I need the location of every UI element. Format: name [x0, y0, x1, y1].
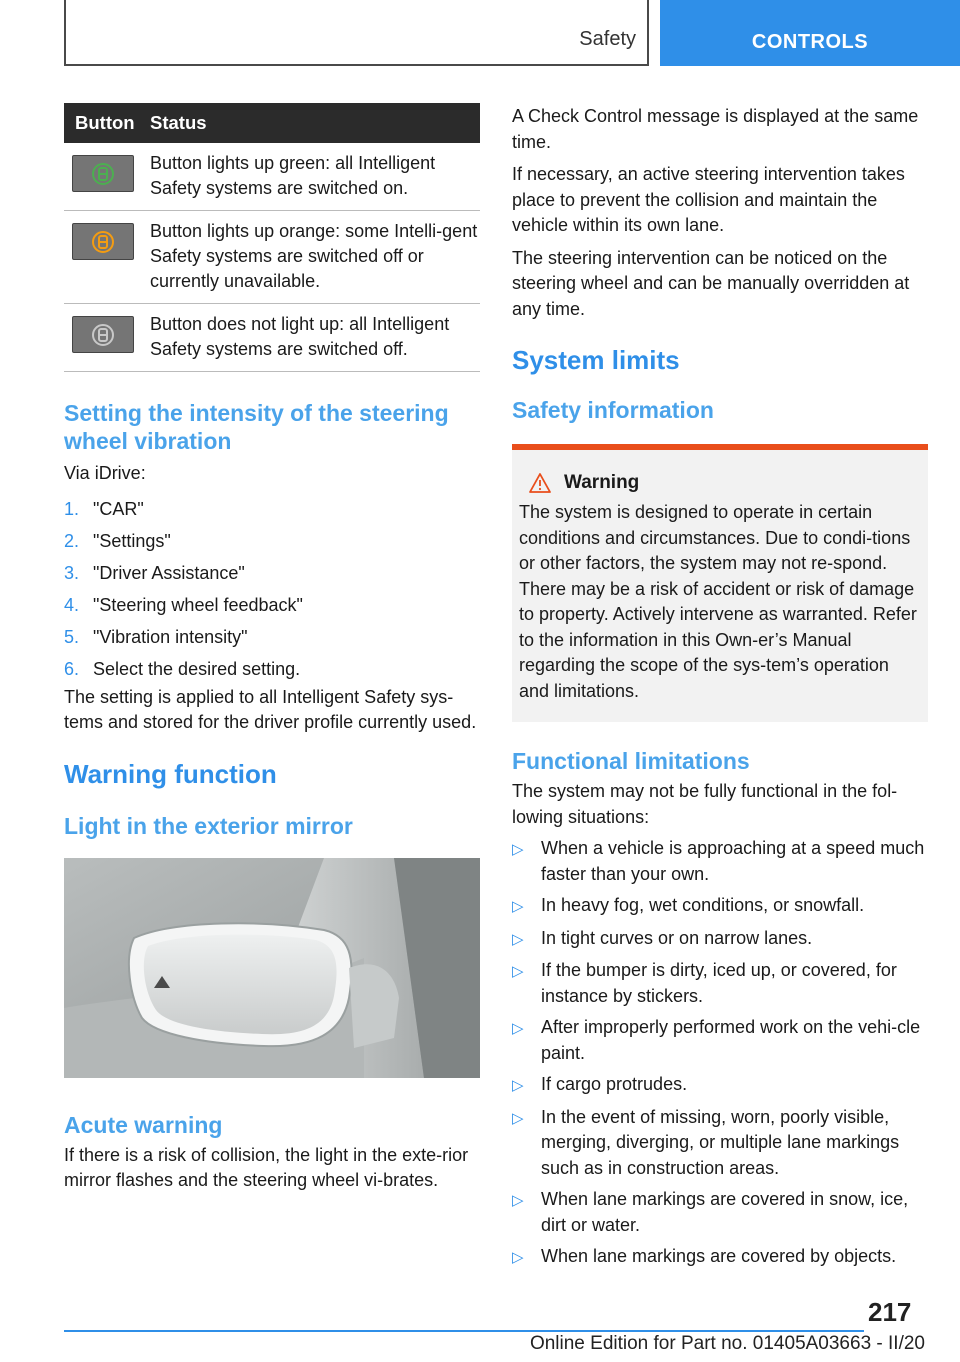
step-text: "Driver Assistance": [93, 562, 245, 583]
steering-noticed-text: The steering intervention can be noticed on the steering wheel and can be manually overridden at any time.: [512, 247, 910, 319]
page-number: 217: [868, 1297, 912, 1327]
acute-warning-heading: Acute warning: [64, 1111, 223, 1138]
warning-box: [512, 444, 928, 722]
table-row: [64, 211, 480, 304]
list-item: ▷ In tight curves or on narrow lanes.: [512, 926, 928, 953]
step-text: Select the desired setting.: [93, 658, 301, 679]
list-item: 3. "Driver Assistance": [64, 561, 480, 586]
table-header-status: Status: [142, 103, 480, 143]
list-item: ▷ After improperly performed work on the vehi‐cle paint.: [512, 1015, 928, 1066]
bullet-triangle-icon: ▷: [512, 1109, 524, 1127]
list-item: ▷ When a vehicle is approaching at a speed much faster than your own.: [512, 836, 928, 887]
header-chapter-tab[interactable]: CONTROLS: [660, 0, 960, 66]
table-cell-status: Button lights up orange: some Intelli‐gent Safety systems are switched off or currently unavailable.: [142, 211, 480, 304]
list-item: 1. "CAR": [64, 497, 480, 522]
list-item: 4. "Steering wheel feedback": [64, 593, 480, 618]
warning-title-label: Warning: [564, 472, 640, 493]
intelligent-safety-button-orange-icon: [72, 223, 134, 260]
list-item: ▷ If the bumper is dirty, iced up, or covered, for instance by stickers.: [512, 958, 928, 1009]
footer-edition-text: Online Edition for Part no. 01405A03663 - II/20: [529, 1333, 925, 1354]
table-row: [64, 143, 480, 211]
check-control-text: A Check Control message is displayed at the same time.: [512, 106, 919, 152]
bullet-triangle-icon: ▷: [512, 963, 524, 980]
header-section-title: Safety: [579, 28, 636, 50]
bullet-triangle-icon: ▷: [512, 1077, 524, 1094]
bullet-triangle-icon: ▷: [512, 1192, 524, 1209]
list-item: ▷ When lane markings are covered by objects.: [512, 1244, 928, 1271]
step-text: "Settings": [93, 530, 171, 551]
acute-warning-text: If there is a risk of collision, the light in the exte‐rior mirror flashes and the steering wheel vi‐brates.: [64, 1144, 469, 1190]
steering-intensity-heading: Setting the intensity of the steering wheel vibration: [64, 400, 449, 454]
bullet-triangle-icon: ▷: [512, 1249, 524, 1266]
steering-intervention-text: If necessary, an active steering intervention takes place to prevent the collision and maintain the vehicle within its own lane.: [512, 164, 905, 235]
table-header-button: Button: [64, 103, 142, 143]
light-exterior-mirror-heading: Light in the exterior mirror: [64, 812, 353, 839]
intelligent-safety-button-off-icon: [72, 316, 134, 353]
list-item: ▷ In the event of missing, worn, poorly visible, merging, diverging, or multiple lane markings such as in construction areas.: [512, 1105, 928, 1182]
functional-limitations-intro: The system may not be fully functional in the fol‐lowing situations:: [512, 781, 898, 827]
limitations-list: [512, 836, 928, 1271]
table-cell-icon: [64, 211, 142, 304]
warning-text: The system is designed to operate in certain conditions and circumstances. Due to condi‐tions or other factors, the system may not re‐spond. There may be a risk of accident or risk of damage to property. Actively intervene as warranted. Refer to the information in this Own‐er’s Manual regarding the scope of the sys‐tem’s operation and limitations.: [519, 502, 917, 701]
table-row: [64, 304, 480, 372]
list-item: ▷ When lane markings are covered in snow, ice, dirt or water.: [512, 1187, 928, 1238]
exterior-mirror-illustration: [64, 858, 480, 1078]
step-text: "Vibration intensity": [93, 626, 248, 647]
table-cell-icon: [64, 143, 142, 211]
safety-information-heading: Safety information: [512, 397, 714, 423]
bullet-triangle-icon: ▷: [512, 841, 524, 858]
bullet-triangle-icon: ▷: [512, 898, 524, 915]
list-item: 6. Select the desired setting.: [64, 657, 480, 682]
button-status-table: [64, 103, 480, 372]
bullet-triangle-icon: ▷: [512, 1020, 524, 1037]
list-item: 2. "Settings": [64, 529, 480, 554]
table-cell-status: Button does not light up: all Intelligent Safety systems are switched off.: [142, 304, 480, 372]
step-text: "Steering wheel feedback": [93, 594, 303, 615]
left-column: [64, 103, 480, 1194]
intelligent-safety-button-green-icon: [72, 155, 134, 192]
table-header-row: [64, 103, 480, 143]
right-column: [512, 103, 928, 1277]
list-item: 5. "Vibration intensity": [64, 625, 480, 650]
footer-divider: [64, 1330, 864, 1332]
warning-function-heading: Warning function: [64, 758, 277, 789]
table-cell-icon: [64, 304, 142, 372]
setting-applied-note: The setting is applied to all Intelligent Safety sys‐tems and stored for the driver profile currently used.: [64, 686, 477, 732]
via-idrive-text: Via iDrive:: [64, 463, 146, 483]
bullet-triangle-icon: ▷: [512, 930, 524, 948]
step-text: "CAR": [93, 498, 144, 519]
warning-triangle-icon: [528, 472, 552, 494]
table-cell-status: Button lights up green: all Intelligent Safety systems are switched on.: [142, 143, 480, 211]
functional-limitations-heading: Functional limitations: [512, 748, 750, 774]
system-limits-heading: System limits: [512, 345, 680, 375]
steering-steps-list: [64, 497, 480, 682]
header-frame: [64, 0, 649, 66]
list-item: ▷ If cargo protrudes.: [512, 1072, 928, 1099]
list-item: ▷ In heavy fog, wet conditions, or snowfall.: [512, 893, 928, 920]
warning-title: [528, 472, 921, 494]
